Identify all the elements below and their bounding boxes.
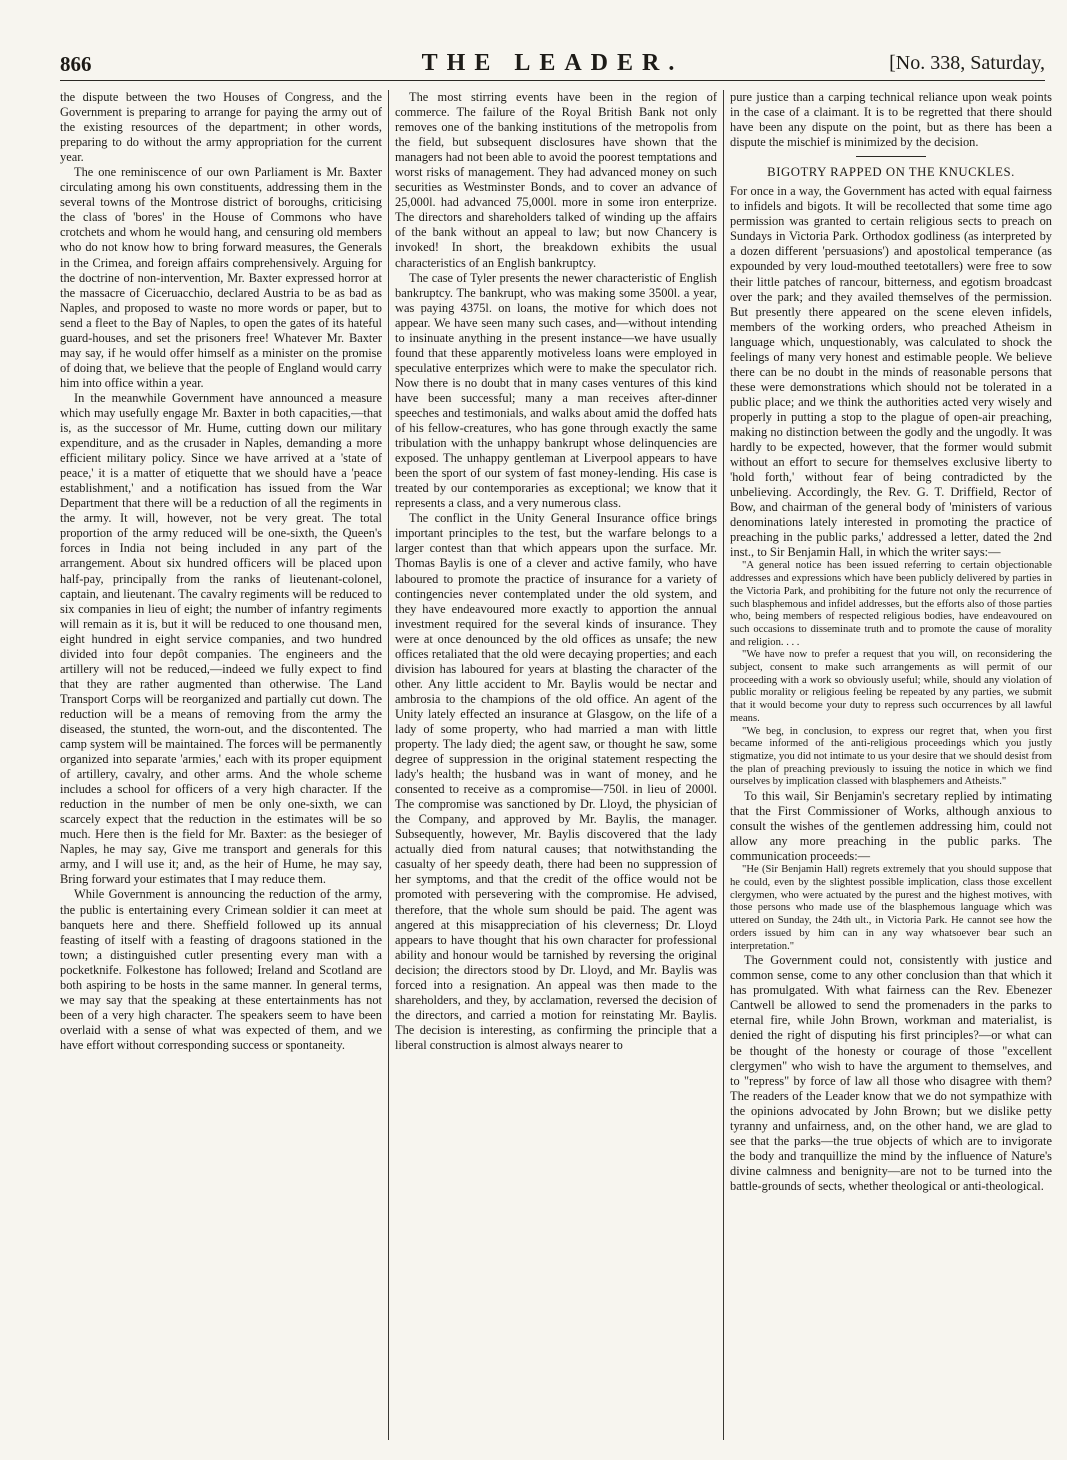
- paragraph: For once in a way, the Government has acted with equal fairness to infidels and bigots. It will be recollected that some time ago permission was granted to certain religious sects to preach on Sundays in Victoria Park. Orthodox godliness (as interpreted by a dozen different 'persuasions') and apostolical temperance (as expounded by very loud-mouthed teetotallers) were free to sow their little patches of rancour, bitterness, and egotism broadcast over the park; and they availed themselves of the permission. But presently there appeared on the scene eleven infidels, members of the working orders, who preached Atheism in language which, unquestionably, was calculated to shock the feelings of many very honest and estimable people. We believe there can be no doubt in the minds of reasonable persons that these were demonstrations which should not be tolerated in a public place; and we think the authorities acted very wisely and properly in putting a stop to the plague of open-air preaching, making no distinction between the godly and the ungodly. It was hardly to be expected, however, that the former would submit without an effort to secure for themselves exclusive liberty to 'hold forth,' without fear of being contradicted by the unbelieving. Accordingly, the Rev. G. T. Driffield, Rector of Bow, and chairman of the general body of 'ministers of various denominations lately interested in promoting the practice of preaching in the public parks,' addressed a letter, dated the 2nd inst., to Sir Benjamin Hall, in which the writer says:—: [730, 184, 1052, 560]
- page-number: 866: [60, 52, 92, 76]
- column-2: [395, 90, 717, 1442]
- paragraph: The Government could not, consistently with justice and common sense, come to any other conclusion than that which it has promulgated. With what fairness can the Rev. Ebenezer Cantwell be allowed to send the promenaders in the parks to eternal fire, while John Brown, workman and materialist, is denied the right of disputing his first principles?—or what can be thought of the honesty or courage of those "excellent clergymen" who wish to have the argument to themselves, and to "repress" by force of law all those who disagree with them? The readers of the Leader know that we do not sympathize with the opinions advocated by John Brown; but we dislike petty tyranny and unfairness, and, on the other hand, we are glad to see that the parks—the true objects of which are to invigorate the body and tranquillize the mind by the influence of Nature's divine calmness and benignity—are not to be turned into the battle-grounds of sects, whether theological or anti-theological.: [730, 953, 1052, 1193]
- block-quote: [730, 864, 1052, 953]
- quote-paragraph: "We beg, in conclusion, to express our regret that, when you first became informed of the anti-religious proceedings which you justly stigmatize, you did not intimate to us your desire that we should desist from the plan of preaching previously to issuing the notice in which we find ourselves by implication classed with blasphemers and Atheists.": [730, 725, 1052, 788]
- paragraph: The case of Tyler presents the newer characteristic of English bankruptcy. The bankrupt, who was making some 3500l. a year, was paying 4375l. on loans, the motive for which does not appear. We have seen many such cases, and—without intending to insinuate anything in the present instance—we have usually found that these apparently motiveless loans were employed in speculative enterprizes which were to make the speculator rich. Now there is no doubt that in many cases ventures of this kind have been successful; many a man receives after-dinner speeches and testimonials, and walks about amid the doffed hats of his fellow-creatures, who has gone through exactly the same tribulation with the unhappy bankrupt whose delinquencies are exposed. The unhappy gentleman at Liverpool appears to have been the sport of our system of fast money-lending. His case is treated by our contemporaries as exceptional; we know that it represents a class, and a very numerous class.: [395, 270, 717, 511]
- column-3: [730, 90, 1052, 1442]
- quote-paragraph: "He (Sir Benjamin Hall) regrets extremely that you should suppose that he could, even by the slightest possible implication, class those excellent clergymen, who were actuated by the purest and the highest motives, with those persons who made use of the blasphemous language which was uttered on Sunday, the 24th ult., in Victoria Park. He cannot see how the orders issued by him can in any way whatsoever bear such an interpretation.": [730, 864, 1052, 952]
- paragraph: To this wail, Sir Benjamin's secretary replied by intimating that the First Commissioner of Works, although anxious to consult the wishes of the gentlemen addressing him, could not allow any more preaching in the public parks. The communication proceeds:—: [730, 789, 1052, 864]
- quote-paragraph: "We have now to prefer a request that you will, on reconsidering the subject, consent to make such arrangements as will permit of our proceeding with a work so obviously useful; while, should any violation of public morality or religious feeling be repeated by any parties, we submit that it would become your duty to repress such occurrences by all lawful means.: [730, 649, 1052, 724]
- paragraph: The most stirring events have been in the region of commerce. The failure of the Royal British Bank not only removes one of the banking institutions of the metropolis from the field, but subsequent disclosures have shown that the managers had not been able to avoid the poorest temptations and worst risks of management. They had advanced money on such securities as Westminster Bonds, and to cover an advance of 25,000l. had advanced 75,000l. more in some iron enterprize. The directors and shareholders talked of winding up the affairs of the bank without an appeal to law; but now Chancery is invoked! In short, the breakdown exhibits the usual characteristics of an English bankruptcy.: [395, 90, 717, 270]
- paragraph: pure justice than a carping technical reliance upon weak points in the case of a claimant. It is to be regretted that there should have been any dispute on the point, but as there has been a dispute the mischief is minimized by the decision.: [730, 90, 1052, 150]
- section-rule: [856, 156, 926, 157]
- column-divider: [723, 90, 724, 1440]
- paragraph: The conflict in the Unity General Insurance office brings important principles to the test, but the warfare belongs to a larger contest than that which appears upon the surface. Mr. Thomas Baylis is one of a clever and active family, who have laboured to promote the practice of insurance for a variety of contingencies never contemplated under the old system, and they have endeavoured more exactly to apportion the annual investment required for the several kinds of insurance. They were at once denounced by the old offices as unsafe; the new offices retaliated that the old were decaying properties; and each division has laboured for years at blasting the character of the other. Any little accident to Mr. Baylis would be nectar and ambrosia to the champions of the old office. An agent of the Unity lately effected an insurance at Glasgow, on the life of a lady of some property, who had married a man with little property. The lady died; the agent saw, or thought he saw, some degree of suppression in the original statement respecting the lady's health; the husband was in want of money, and he consented to receive as a compromise—750l. in lieu of 2000l. The compromise was sanctioned by Dr. Lloyd, the physician of the Company, and approved by Mr. Baylis, the manager. Subsequently, however, Mr. Baylis discovered that the lady actually died from natural causes; that notwithstanding the casualty of her speedy death, there had been no suppression of her symptoms, and that the credit of the office would not be promoted with persevering with the compromise. He advised, therefore, that the whole sum should be paid. The agent was angered at this misappreciation of his cleverness; Dr. Lloyd appears to have thought that his own character for professional ability and honour would be tarnished by reversing the original decision; the directors stood by Dr. Lloyd, and Mr. Baylis was forced into a resignation. An appeal was then made to the shareholders, and they, by acclamation, reversed the decision of the directors, and carried a motion for reinstating Mr. Baylis. The decision is interesting, as confirming the principle that a liberal construction is almost always nearer to: [395, 511, 717, 1052]
- paragraph: While Government is announcing the reduction of the army, the public is entertaining every Crimean soldier it can meet at banquets here and there. Sheffield followed up its annual feasting of itself with a feasting of dragoons stationed in the town; a distinguished cutler presenting every man with a pocketknife. Folkestone has followed; Ireland and Scotland are both aspiring to be hosts in the same manner. In general terms, we may say that the speaking at these entertainments has not been of a very high character. The speakers seem to have been overlaid with a sense of what was expected of them, and we have effort without corresponding success or spontaneity.: [60, 887, 382, 1052]
- paragraph: In the meanwhile Government have announced a measure which may usefully engage Mr. Baxter in both capacities,—that is, as the successor of Mr. Hume, cutting down our military expenditure, and as the crusader in Naples, demanding a more efficient military policy. Since we have arrived at a 'state of peace,' it is a matter of etiquette that we should have a 'peace establishment,' and a notification has issued from the War Department that there will be a reduction of all the regiments in the army. It will, however, not be very great. The total proportion of the army reduced will be one-sixth, the Queen's forces in India not being included in any part of the arrangement. About six hundred officers will be placed upon half-pay, principally from the ranks of lieutenant-colonel, captain, and lieutenant. The cavalry regiments will be reduced to six companies in lieu of eight; the number of infantry regiments will remain as it is, but it will be reduced to one thousand men, eight hundred in eight service companies, and two hundred divided into four depôt companies. The engineers and the artillery will not be reduced,—indeed we fully expect to find that they are rather augmented than otherwise. The Land Transport Corps will be reorganized and partially cut down. The reduction will be a means of removing from the army the diseased, the stunted, the worn-out, and the discontented. The camp system will be maintained. The forces will be permanently organized into separate 'armies,' each with its proper equipment of artillery, cavalry, and other arms. And the whole scheme includes a school for officers of a very high character. If the reduction in the number of men be only one-sixth, we can scarcely expect that the reduction in the estimates will be so much. Here then is the field for Mr. Baxter: as the besieger of Naples, he may say, Give me transport and generals for this army, and I will use it; and, as the heir of Hume, he may say, Bring forward your estimates that I may reduce them.: [60, 390, 382, 887]
- block-quote: [730, 560, 1052, 789]
- masthead: THE LEADER.: [421, 50, 684, 76]
- issue-info: [No. 338, Saturday,: [889, 52, 1045, 74]
- page-header: [60, 50, 1045, 81]
- paragraph: the dispute between the two Houses of Congress, and the Government is preparing to arrange for paying the army out of the existing resources of the department; in other words, preparing to do without the army appropriation for the current year.: [60, 90, 382, 165]
- column-divider: [388, 90, 389, 1440]
- column-1: [60, 90, 382, 1442]
- paragraph: The one reminiscence of our own Parliament is Mr. Baxter circulating among his own constituents, addressing them in the several towns of the Montrose district of boroughs, criticising the class of 'bores' in the House of Commons who have crotchets and whom he would hang, and censuring old members who do not know how to bring forward measures, the Generals in the Crimea, and foreign affairs comprehensively. Arguing for the doctrine of non-intervention, Mr. Baxter expressed horror at the massacre of Ciceruacchio, declared Austria to be as bad as Naples, and proposed to waste no more words or paper, but to send a fleet to the Bay of Naples, to open the gates of its hateful guard-houses, and set the prisoners free! Whatever Mr. Baxter may say, if he would offer himself as a minister on the promise of doing that, we believe that the people of England would carry him into office within a year.: [60, 165, 382, 390]
- quote-paragraph: "A general notice has been issued referring to certain objectionable addresses and expressions which have been publicly delivered by parties in the Victoria Park, and prohibiting for the future not only the recurrence of such blasphemous and infidel addresses, but the efforts also of those parties who, being members of respected religious bodies, have endeavoured on such occasions to disseminate truth and to promote the cause of morality and religion. . . .: [730, 560, 1052, 648]
- article-heading: BIGOTRY RAPPED ON THE KNUCKLES.: [767, 165, 1015, 180]
